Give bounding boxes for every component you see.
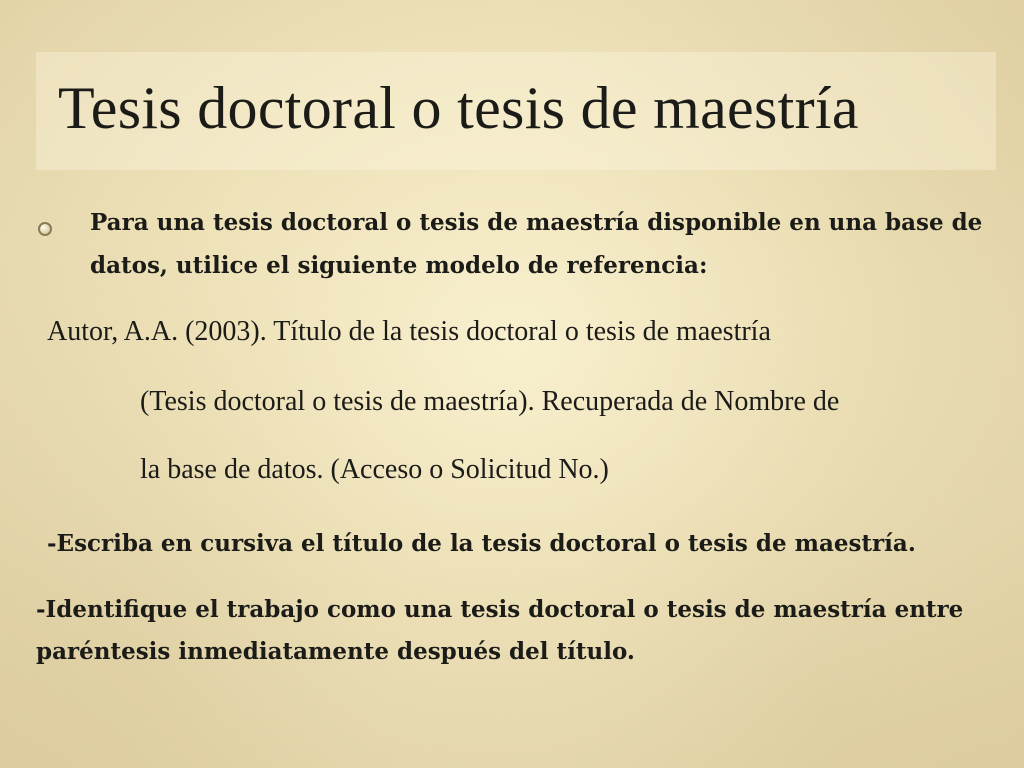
note-identify-work: -Identifique el trabajo como una tesis doctoral o tesis de maestría entre paréntesis inmediatamente después del título.	[36, 596, 964, 665]
bullet-text: Para una tesis doctoral o tesis de maestría disponible en una base de datos, utilice el siguiente modelo de referencia:	[90, 209, 983, 279]
reference-line-2: (Tesis doctoral o tesis de maestría). Recuperada de Nombre de	[140, 386, 840, 417]
slide-title: Tesis doctoral o tesis de maestría	[58, 75, 859, 141]
reference-line-3: la base de datos. (Acceso o Solicitud No.)	[140, 454, 609, 485]
note-italic-title: -Escriba en cursiva el título de la tesis doctoral o tesis de maestría.	[47, 530, 916, 557]
hollow-circle-icon	[38, 222, 52, 236]
reference-line-1: Autor, A.A. (2003). Título de la tesis doctoral o tesis de maestría	[47, 316, 771, 347]
